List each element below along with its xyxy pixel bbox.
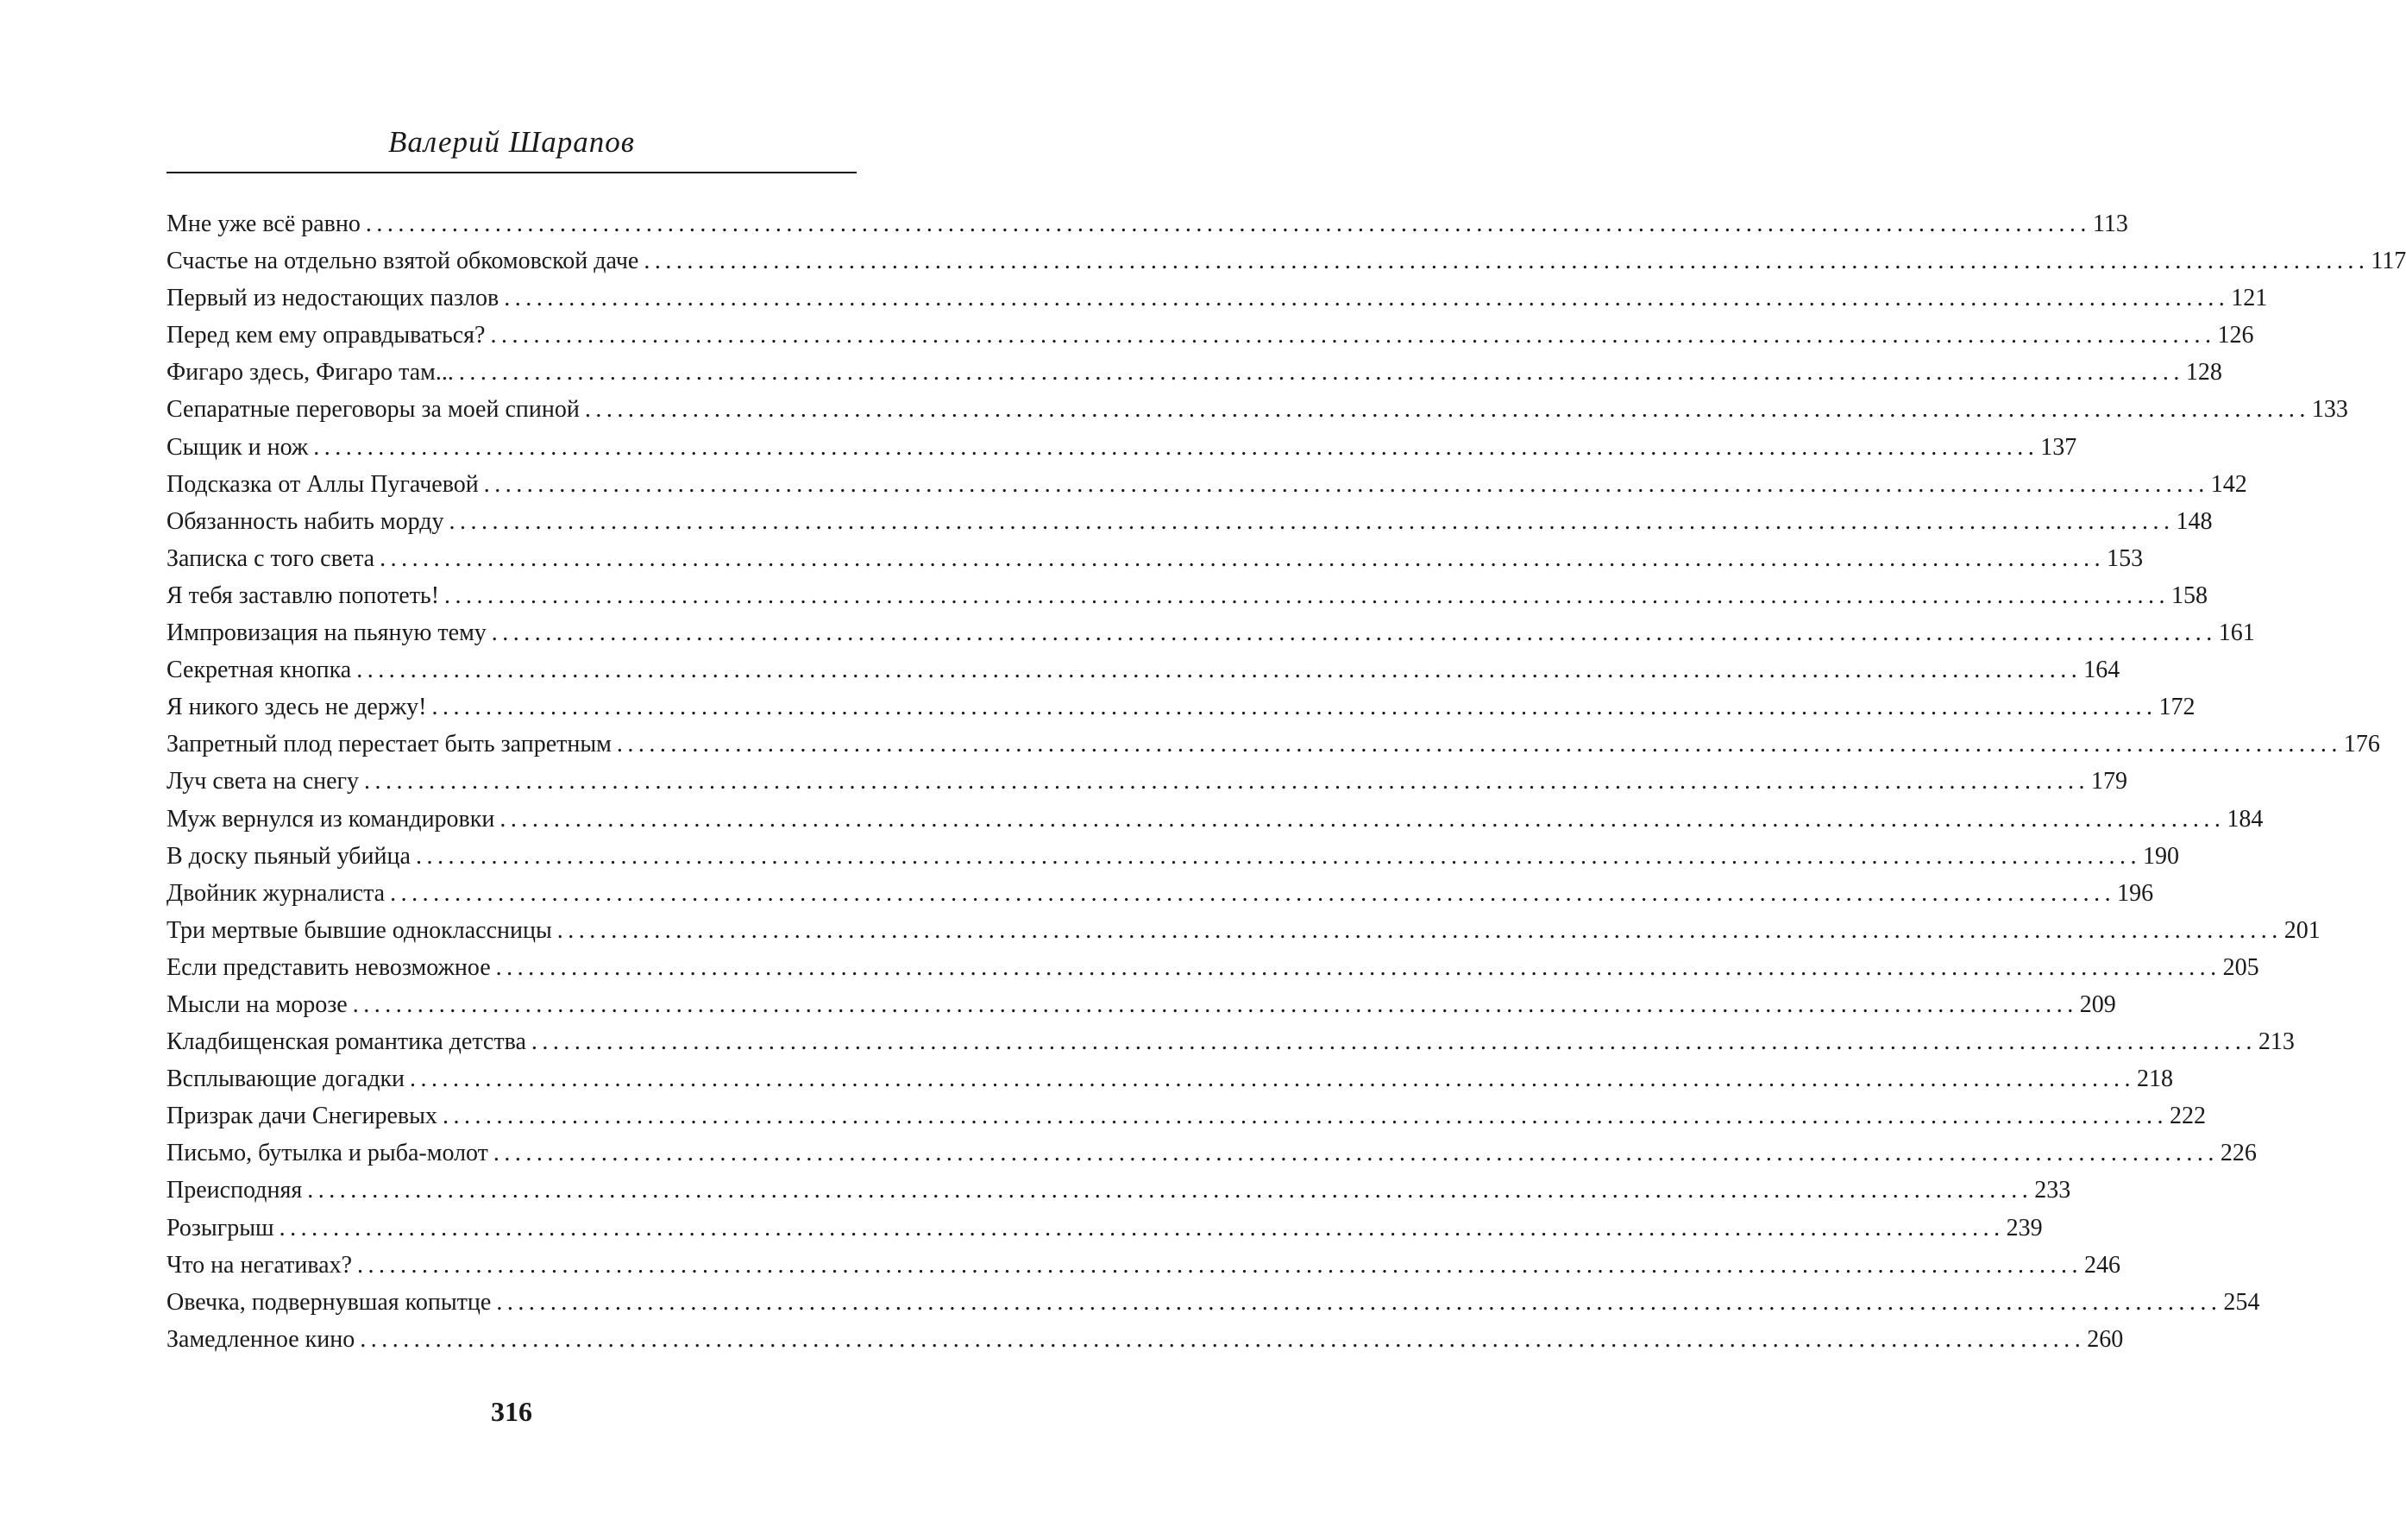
toc-entry: [166, 540, 2144, 577]
toc-entry-page: 254: [2223, 1288, 2260, 1316]
dot-leader: ................................................................................................................................................................: [444, 581, 2170, 609]
toc-entry-title: Я никого здесь не держу!: [166, 694, 427, 721]
toc-entry-title: Счастье на отдельно взятой обкомовской даче: [166, 248, 639, 275]
toc-entry-page: 161: [2218, 619, 2255, 647]
toc-entry-title: Двойник журналиста: [166, 879, 386, 907]
toc-entry-page: 133: [2311, 396, 2348, 424]
toc-entry-title: Мысли на морозе: [166, 990, 348, 1018]
toc-entry-title: Секретная кнопка: [166, 657, 352, 684]
toc-entry: [166, 763, 2128, 800]
toc-entry-page: 213: [2258, 1028, 2295, 1056]
toc-entry-page: 113: [2092, 211, 2128, 237]
toc-entry-title: Овечка, подвернувшая копытце: [166, 1288, 492, 1316]
dot-leader: ................................................................................................................................................................: [364, 768, 2090, 795]
dot-leader: ................................................................................................................................................................: [556, 916, 2283, 944]
toc-entry-title: Первый из недостающих пазлов: [166, 285, 499, 312]
toc-entry-page: 179: [2091, 768, 2128, 795]
toc-entry: [166, 280, 2268, 317]
toc-entry-title: Перед кем ему оправдываться?: [166, 322, 486, 349]
toc-entry: [166, 838, 2179, 875]
toc-entry-page: 218: [2137, 1065, 2174, 1093]
toc-entry-page: 148: [2176, 507, 2213, 535]
dot-leader: ................................................................................................................................................................: [449, 507, 2175, 535]
toc-entry: [166, 1097, 2206, 1135]
toc-entry-page: 176: [2343, 731, 2380, 758]
dot-leader: ................................................................................................................................................................: [390, 879, 2116, 907]
toc-entry: [166, 949, 2259, 986]
dot-leader: ................................................................................................................................................................: [499, 805, 2226, 833]
toc-entry: [166, 801, 2264, 838]
toc-entry-title: Импровизация на пьяную тему: [166, 619, 487, 647]
toc-entry: [166, 466, 2247, 503]
toc-entry-title: Я тебя заставлю попотеть!: [166, 581, 440, 609]
dot-leader: ................................................................................................................................................................: [352, 990, 2078, 1018]
toc-entry: [166, 205, 2128, 242]
toc-entry-title: Замедленное кино: [166, 1325, 355, 1353]
dot-leader: ................................................................................................................................................................: [357, 1251, 2083, 1279]
toc-entry-title: Обязанность набить морду: [166, 507, 444, 535]
toc-entry-page: 239: [2006, 1214, 2043, 1241]
page-number: 316: [491, 1396, 532, 1427]
toc-entry-title: Кладбищенская романтика детства: [166, 1028, 526, 1056]
dot-leader: ................................................................................................................................................................: [491, 619, 2217, 647]
toc-entry: [166, 726, 2380, 763]
toc-entry-title: Муж вернулся из командировки: [166, 805, 495, 833]
toc-entry-page: 164: [2083, 657, 2120, 684]
toc-entry: [166, 1321, 2124, 1358]
toc-entry-title: Запретный плод перестает быть запретным: [166, 731, 612, 758]
toc-entry-title: Фигаро здесь, Фигаро там...: [166, 359, 454, 387]
toc-entry-page: 222: [2169, 1103, 2206, 1130]
toc-entry-title: Три мертвые бывшие одноклассницы: [166, 916, 552, 944]
toc-entry-page: 117: [2371, 248, 2406, 275]
toc-entry: [166, 986, 2116, 1023]
toc-entry: [166, 875, 2154, 912]
dot-leader: ................................................................................................................................................................: [356, 657, 2082, 684]
toc-entry: [166, 391, 2348, 428]
toc-entry-title: Мне уже всё равно: [166, 211, 361, 237]
toc-entry-title: В доску пьяный убийца: [166, 842, 411, 870]
toc-entry-page: 260: [2087, 1325, 2124, 1353]
toc-entry-title: Преисподняя: [166, 1177, 303, 1204]
toc-entry-page: 121: [2231, 285, 2268, 312]
toc-entry-page: 172: [2158, 694, 2196, 721]
toc-entry-page: 126: [2217, 322, 2254, 349]
toc-entry-title: Записка с того света: [166, 544, 375, 572]
toc-entry-page: 158: [2171, 581, 2208, 609]
toc-entry-page: 153: [2107, 544, 2144, 572]
toc-entry: [166, 354, 2222, 391]
dot-leader: ................................................................................................................................................................: [380, 544, 2106, 572]
toc-entry-page: 142: [2210, 470, 2247, 498]
toc-entry-title: Всплывающие догадки: [166, 1065, 405, 1093]
toc-entry: [166, 503, 2213, 540]
toc-entry-page: 190: [2142, 842, 2179, 870]
dot-leader: ................................................................................................................................................................: [504, 285, 2230, 312]
toc-entry-title: Сепаратные переговоры за моей спиной: [166, 396, 580, 424]
toc-entry: [166, 242, 2406, 280]
dot-leader: ................................................................................................................................................................: [483, 470, 2209, 498]
toc-entry-page: 226: [2220, 1140, 2257, 1167]
toc-entry-page: 201: [2284, 916, 2321, 944]
toc-entry-title: Луч света на снегу: [166, 768, 360, 795]
toc-entry: [166, 651, 2120, 688]
dot-leader: ................................................................................................................................................................: [616, 731, 2342, 758]
dot-leader: ................................................................................................................................................................: [431, 694, 2158, 721]
running-head-author: Валерий Шарапов: [388, 125, 635, 159]
toc-entry-title: Сыщик и нож: [166, 433, 309, 461]
toc-entry-title: Подсказка от Аллы Пугачевой: [166, 470, 479, 498]
dot-leader: ................................................................................................................................................................: [415, 842, 2141, 870]
table-of-contents: [166, 205, 2406, 1358]
toc-entry: [166, 1172, 2071, 1209]
toc-entry: [166, 1210, 2043, 1247]
toc-entry: [166, 1284, 2260, 1321]
toc-entry-title: Призрак дачи Снегиревых: [166, 1103, 437, 1130]
toc-entry: [166, 1247, 2121, 1284]
dot-leader: ................................................................................................................................................................: [365, 211, 2091, 237]
dot-leader: ................................................................................................................................................................: [442, 1103, 2168, 1130]
toc-entry-page: 137: [2040, 433, 2077, 461]
dot-leader: ................................................................................................................................................................: [644, 248, 2370, 275]
toc-entry-page: 196: [2117, 879, 2154, 907]
toc-entry: [166, 1135, 2257, 1172]
dot-leader: ................................................................................................................................................................: [279, 1214, 2005, 1241]
dot-leader: ................................................................................................................................................................: [496, 1288, 2222, 1316]
dot-leader: ................................................................................................................................................................: [410, 1065, 2136, 1093]
toc-entry-title: Если представить невозможное: [166, 953, 491, 981]
dot-leader: ................................................................................................................................................................: [360, 1325, 2086, 1353]
toc-entry: [166, 317, 2254, 354]
dot-leader: ................................................................................................................................................................: [584, 396, 2310, 424]
toc-entry: [166, 1023, 2295, 1060]
dot-leader: ................................................................................................................................................................: [490, 322, 2216, 349]
toc-entry-page: 128: [2185, 359, 2222, 387]
toc-entry: [166, 614, 2255, 651]
toc-entry: [166, 577, 2208, 614]
dot-leader: ................................................................................................................................................................: [307, 1177, 2033, 1204]
toc-entry: [166, 429, 2077, 466]
toc-entry-page: 246: [2084, 1251, 2121, 1279]
dot-leader: ................................................................................................................................................................: [458, 359, 2184, 387]
toc-entry-page: 233: [2034, 1177, 2071, 1204]
toc-entry: [166, 1060, 2174, 1097]
toc-entry-title: Письмо, бутылка и рыба-молот: [166, 1140, 488, 1167]
toc-entry-page: 205: [2222, 953, 2259, 981]
dot-leader: ................................................................................................................................................................: [493, 1140, 2219, 1167]
toc-entry-title: Что на негативах?: [166, 1251, 353, 1279]
dot-leader: ................................................................................................................................................................: [313, 433, 2039, 461]
toc-entry: [166, 912, 2321, 949]
toc-entry-page: 184: [2227, 805, 2264, 833]
dot-leader: ................................................................................................................................................................: [495, 953, 2221, 981]
dot-leader: ................................................................................................................................................................: [531, 1028, 2257, 1056]
header-rule: [166, 172, 857, 173]
toc-entry-title: Розыгрыш: [166, 1214, 274, 1241]
toc-entry-page: 209: [2079, 990, 2116, 1018]
toc-entry: [166, 688, 2196, 726]
